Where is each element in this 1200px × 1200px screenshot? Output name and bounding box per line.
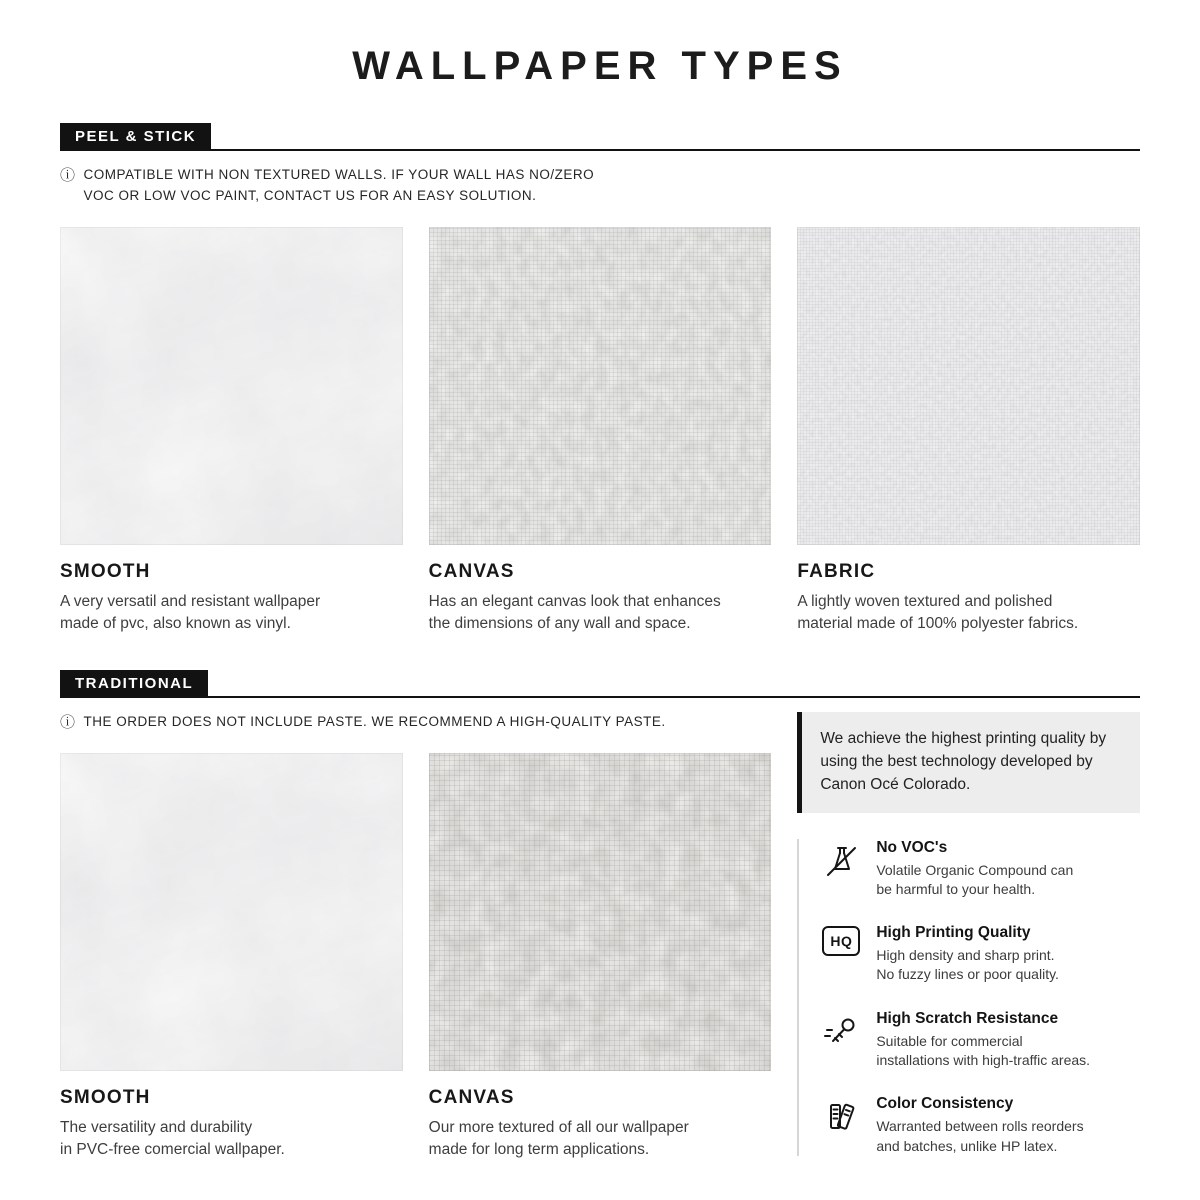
feature-line: and batches, unlike HP latex. — [876, 1137, 1058, 1154]
feature-color-consistency — [819, 1095, 1140, 1156]
feature-scratch-resistance — [819, 1010, 1140, 1071]
feature-line: No fuzzy lines or poor quality. — [876, 966, 1059, 983]
smooth-texture-swatch — [60, 227, 403, 545]
feature-line: be harmful to your health. — [876, 880, 1036, 897]
feature-line: Warranted between rolls reorders — [876, 1118, 1084, 1135]
note-line-1: COMPATIBLE WITH NON TEXTURED WALLS. IF YOUR WALL HAS NO/ZERO — [83, 167, 595, 182]
desc-line: A lightly woven textured and polished — [797, 592, 1053, 610]
traditional-note — [60, 712, 771, 733]
peel-stick-canvas-card — [429, 227, 772, 636]
traditional-canvas-card — [429, 753, 772, 1162]
note-line-2: VOC OR LOW VOC PAINT, CONTACT US FOR AN EASY SOLUTION. — [83, 187, 537, 203]
traditional-smooth-card — [60, 753, 403, 1162]
traditional-label: TRADITIONAL — [60, 670, 208, 696]
peel-stick-note — [60, 165, 1140, 207]
traditional-bottom-grid — [60, 698, 1140, 1181]
desc-line: made of pvc, also known as vinyl. — [60, 615, 291, 633]
feature-no-voc — [819, 839, 1140, 900]
smooth-noise-overlay — [60, 227, 403, 545]
card-desc-fabric — [797, 591, 1140, 636]
traditional-note-text — [84, 712, 666, 733]
smooth-noise-overlay — [60, 753, 403, 1071]
printing-quality-callout: We achieve the highest printing quality by using the best technology developed by Canon Océ Colorado. — [797, 712, 1140, 813]
feature-text — [876, 839, 1073, 900]
card-desc-smooth — [60, 1117, 403, 1162]
card-heading-canvas: CANVAS — [428, 1086, 515, 1108]
peel-stick-label: PEEL & STICK — [60, 123, 211, 149]
feature-line: installations with high-traffic areas. — [876, 1052, 1091, 1069]
feature-title: High Scratch Resistance — [876, 1009, 1059, 1027]
traditional-section-header — [60, 670, 1140, 698]
canvas-texture-swatch — [429, 227, 772, 545]
desc-line: in PVC-free comercial wallpaper. — [60, 1141, 285, 1159]
desc-line: Has an elegant canvas look that enhances — [428, 592, 721, 610]
card-desc-smooth — [60, 591, 403, 636]
hq-icon-text: HQ — [822, 926, 860, 956]
canvas-texture-swatch — [429, 753, 772, 1071]
desc-line: material made of 100% polyester fabrics. — [797, 615, 1079, 633]
peel-stick-smooth-card — [60, 227, 403, 636]
traditional-swatch-grid — [60, 753, 771, 1162]
traditional-left-column — [60, 698, 771, 1181]
feature-list — [797, 839, 1140, 1157]
desc-line: A very versatil and resistant wallpaper — [60, 592, 321, 610]
hq-icon — [819, 924, 863, 985]
desc-line: Our more textured of all our wallpaper — [428, 1118, 689, 1136]
feature-title: No VOC's — [876, 838, 948, 856]
card-heading-canvas: CANVAS — [428, 560, 515, 582]
desc-line: the dimensions of any wall and space. — [428, 615, 691, 633]
peel-stick-section-header — [60, 123, 1140, 151]
info-icon: ⓘ — [60, 167, 76, 184]
feature-text — [876, 1095, 1083, 1156]
note-line: THE ORDER DOES NOT INCLUDE PASTE. WE RECOMMEND A HIGH-QUALITY PASTE. — [83, 713, 666, 729]
card-desc-canvas — [429, 591, 772, 636]
feature-line: Volatile Organic Compound can — [876, 861, 1074, 878]
feature-high-quality — [819, 924, 1140, 985]
feature-title: Color Consistency — [876, 1095, 1014, 1113]
feature-text — [876, 1010, 1090, 1071]
peel-stick-swatch-grid — [60, 227, 1140, 636]
scratch-icon — [819, 1010, 863, 1071]
fabric-noise-overlay — [797, 227, 1140, 545]
peel-stick-fabric-card — [797, 227, 1140, 636]
canvas-noise-overlay — [429, 753, 772, 1071]
card-desc-canvas — [429, 1117, 772, 1162]
feature-text — [876, 924, 1059, 985]
page-title: WALLPAPER TYPES — [352, 44, 848, 88]
desc-line: The versatility and durability — [60, 1118, 253, 1136]
desc-line: made for long term applications. — [428, 1141, 650, 1159]
fabric-texture-swatch — [797, 227, 1140, 545]
info-icon: ⓘ — [60, 713, 76, 731]
card-heading-smooth: SMOOTH — [60, 560, 151, 582]
feature-line: High density and sharp print. — [876, 947, 1055, 964]
canvas-noise-overlay — [429, 227, 772, 545]
feature-line: Suitable for commercial — [876, 1032, 1023, 1049]
peel-stick-note-text — [84, 165, 595, 207]
color-icon — [819, 1095, 863, 1156]
feature-title: High Printing Quality — [876, 924, 1031, 942]
no-voc-icon — [819, 839, 863, 900]
card-heading-fabric: FABRIC — [797, 560, 876, 582]
card-heading-smooth: SMOOTH — [60, 1086, 151, 1108]
quality-panel — [797, 698, 1140, 1181]
smooth-texture-swatch — [60, 753, 403, 1071]
